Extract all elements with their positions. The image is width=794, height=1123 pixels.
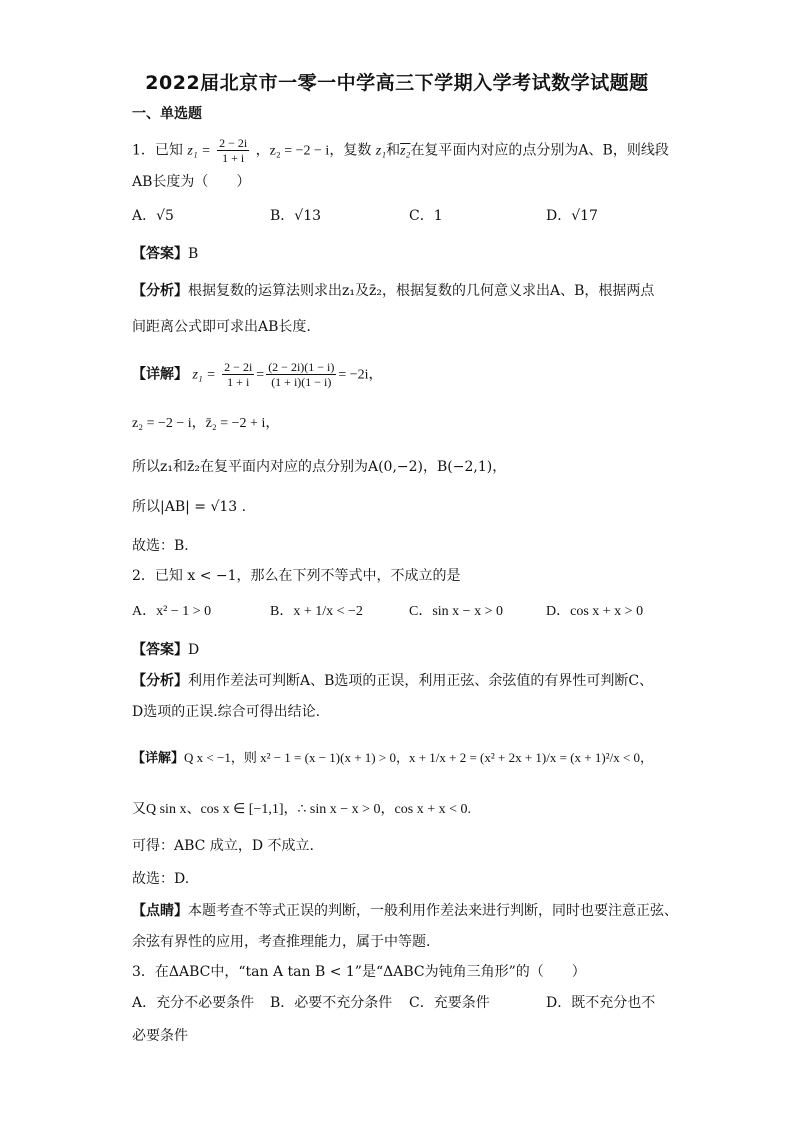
q1-detail-eq: = (256, 367, 265, 383)
q1-detail-fraction1 (222, 360, 254, 389)
detail-tag: 【详解】 (132, 751, 185, 766)
q3-option-b: B．必要不充分条件 (270, 995, 393, 1011)
q2-detail-line2: 又Q sin x、cos x ∈ [−1,1]，∴ sin x − x > 0，cos x + x < 0. (132, 802, 472, 817)
q3-option-a: A．充分不必要条件 (132, 995, 255, 1011)
q1-option-b: B．√13 (270, 208, 322, 224)
q1-option-a: A．√5 (132, 208, 174, 224)
q1-and: 和 (386, 142, 401, 159)
q2-analysis-text1: 利用作差法可判断A、B选项的正误，利用正弦、余弦值的有界性可判断C、 (188, 673, 654, 689)
section-heading: 一、单选题 (132, 106, 202, 122)
q2-answer (132, 640, 199, 660)
detail-tag: 【详解】 (132, 366, 188, 383)
q2-comment-text1: 本题考查不等式正误的判断，一般利用作差法来进行判断，同时也要注意正弦、 (188, 903, 678, 919)
q2-analysis-line1 (132, 671, 653, 691)
q1-z2-definition: ，z₂ = −2 − i，复数 (255, 143, 372, 159)
q1-z2-conj-symbol: z₂ (400, 143, 411, 159)
q1-z1-denominator: 1 + i (222, 151, 245, 165)
q2-analysis-line2: D选项的正误.综合可得出结论. (132, 704, 321, 720)
q2-choice: 故选：D. (132, 871, 190, 887)
q1-detail-z1: z₁ = (192, 367, 216, 383)
analysis-tag: 【分析】 (132, 283, 188, 299)
q1-analysis-line1 (132, 281, 654, 301)
q2-detail-line3: 可得：ABC 成立，D 不成立. (132, 838, 314, 854)
q1-stem-prefix: 1．已知 (132, 142, 183, 159)
page-title: 2022届北京市一零一中学高三下学期入学考试数学试题题 (145, 72, 649, 94)
q1-detail-line4: 所以|AB| = √13 . (132, 499, 247, 515)
q3-option-c: C．充要条件 (409, 995, 490, 1011)
q1-analysis-line2: 间距离公式即可求出AB长度. (132, 319, 311, 335)
q1-detail-result: = −2i， (338, 367, 383, 383)
q1-analysis-text1: 根据复数的运算法则求出z₁及z̄₂，根据复数的几何意义求出A、B，根据两点 (188, 283, 655, 299)
q1-option-d: D．√17 (546, 208, 598, 224)
q1-detail-line3: 所以z₁和z̄₂在复平面内对应的点分别为A(0,−2)，B(−2,1)， (132, 459, 507, 475)
q2-detail-text1: Q x < −1，则 x² − 1 = (x − 1)(x + 1) > 0，x + 1/x + 2 = (x² + 2x + 1)/x = (x + 1)²/x < 0， (184, 750, 654, 765)
q1-z1-fraction (217, 136, 249, 165)
q1-detail-fraction2 (266, 360, 336, 389)
answer-tag: 【答案】 (132, 642, 188, 658)
q1-detail-den1: 1 + i (227, 375, 250, 389)
q1-choice: 故选：B. (132, 538, 189, 554)
q1-detail-line1 (132, 360, 383, 389)
answer-tag: 【答案】 (132, 246, 188, 262)
q1-z1-numerator: 2 − 2i (219, 136, 248, 150)
q2-option-c: C．sin x − x > 0 (409, 604, 503, 619)
q1-detail-den2: (1 + i)(1 − i) (271, 375, 332, 389)
q2-comment-line2: 余弦有界性的应用，考查推理能力，属于中等题. (132, 934, 431, 950)
analysis-tag: 【分析】 (132, 673, 188, 689)
q1-detail-num1: 2 − 2i (224, 360, 253, 374)
q1-stem-line1 (132, 136, 669, 165)
q2-comment-line1 (132, 901, 678, 921)
q2-answer-value: D (188, 642, 200, 658)
q2-option-d: D．cos x + x > 0 (546, 604, 644, 619)
q1-answer (132, 244, 198, 264)
q1-stem-rest: 在复平面内对应的点分别为A、B，则线段 (410, 142, 669, 159)
q2-detail-line1 (132, 748, 653, 769)
q1-option-c: C．1 (409, 208, 443, 224)
q3-stem: 3．在ΔABC中，“tan A tan B < 1”是“ΔABC为钝角三角形”的（ ） (132, 964, 586, 980)
q1-detail-line2: z₂ = −2 − i，z̄₂ = −2 + i， (132, 416, 280, 431)
q3-option-d: D．既不充分也不 (546, 995, 656, 1011)
comment-tag: 【点睛】 (132, 903, 188, 919)
q1-answer-value: B (188, 246, 199, 262)
q1-detail-num2: (2 − 2i)(1 − i) (268, 360, 335, 374)
q1-stem-line2: AB长度为（ ） (132, 174, 251, 190)
q2-stem: 2．已知 x < −1，那么在下列不等式中，不成立的是 (132, 568, 461, 584)
q2-option-a: A．x² − 1 > 0 (132, 604, 212, 619)
q3-option-d-continued: 必要条件 (132, 1028, 188, 1044)
q1-z1-lhs: z₁ = (187, 143, 211, 159)
q1-z1-symbol: z₁ (375, 143, 387, 159)
q2-option-b: B．x + 1/x < −2 (270, 604, 363, 619)
